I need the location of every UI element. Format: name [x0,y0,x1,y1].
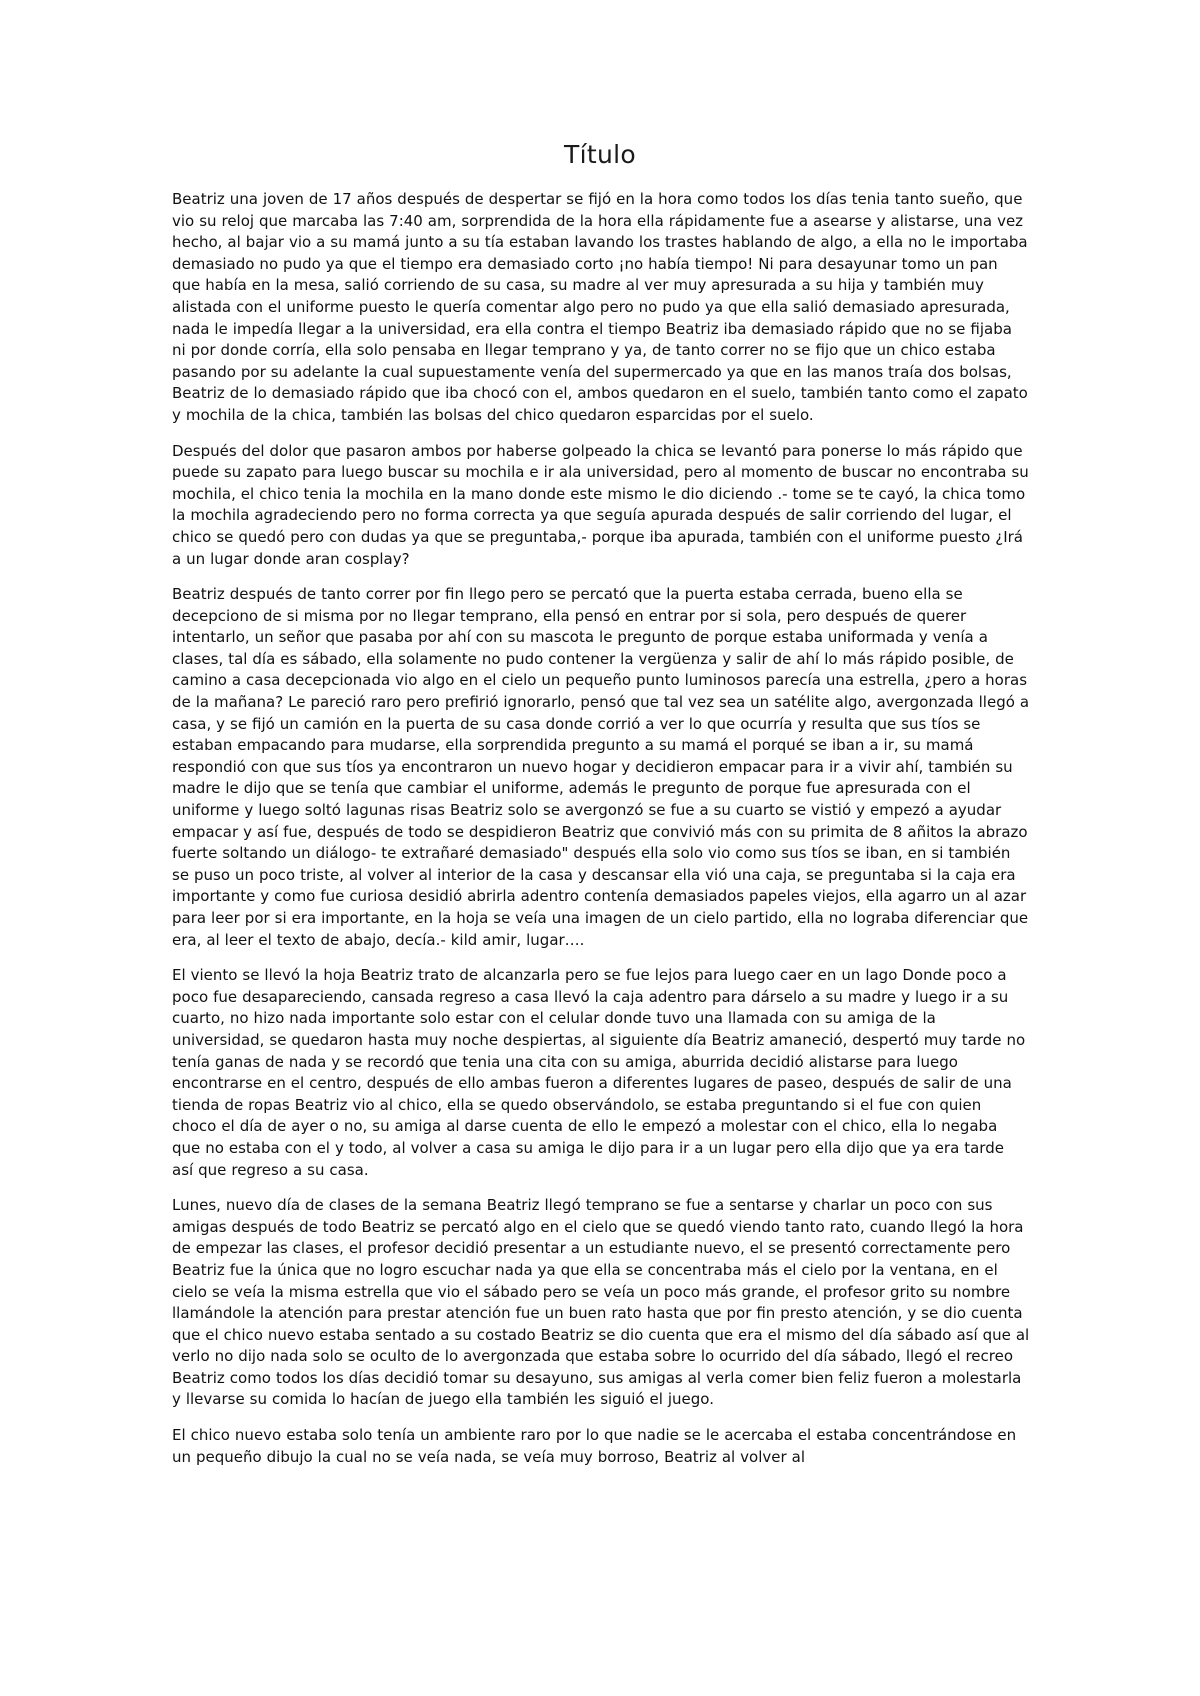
paragraph: El chico nuevo estaba solo tenía un ambiente raro por lo que nadie se le acercaba el estaba concentrándose en un pequeño dibujo la cual no se veía nada, se veía muy borroso, Beatriz al volver al [172,1426,1017,1466]
paragraph: Después del dolor que pasaron ambos por haberse golpeado la chica se levantó para ponerse lo más rápido que puede su zapato para luego buscar su mochila e ir ala universidad, pero al momento de buscar no encontraba su mochila, el chico tenia la mochila en la mano donde este mismo le dio diciendo .- tome se te cayó, la chica tomo la mochila agradeciendo pero no forma correcta ya que seguía apurada después de salir corriendo del lugar, el chico se quedó pero con dudas ya que se preguntaba,- porque iba apurada, también con el uniforme puesto ¿Irá a un lugar donde aran cosplay? [172,441,1029,568]
paragraph: Beatriz después de tanto correr por fin llego pero se percató que la puerta estaba cerrada, bueno ella se decepciono de si misma por no llegar temprano, ella pensó en entrar por si sola, pero después de querer intentarlo, un señor que pasaba por ahí con su mascota le pregunto de porque estaba uniformada y venía a clases, tal día es sábado, ella solamente no pudo contener la vergüenza y salir de ahí lo más rápido posible, de camino a casa decepcionada vio algo en el cielo un pequeño punto luminosos parecía una estrella, ¿pero a horas de la mañana? Le pareció raro pero prefirió ignorarlo, pensó que tal vez sea un satélite algo, avergonzada llegó a casa, y se fijó un camión en la puerta de su casa donde corrió a ver lo que ocurría y resulta que sus tíos se estaban empacando para mudarse, ella sorprendida pregunto a su mamá el porqué se iban a ir, su mamá respondió con que sus tíos ya encontraron un nuevo hogar y decidieron empacar para ir a vivir ahí, también su madre le dijo que se tenía que cambiar el uniforme, además le pregunto de porque fue apresurada con el uniforme y luego soltó lagunas risas Beatriz solo se avergonzó se fue a su cuarto se vistió y empezó a ayudar empacar y así fue, después de todo se despidieron Beatriz que convivió más con su primita de 8 añitos la abrazo fuerte soltando un diálogo- te extrañaré demasiado" después ella solo vio como sus tíos se iban, en si también se puso un poco triste, al volver al interior de la casa y descansar ella vió una caja, se preguntaba si la caja era importante y como fue curiosa desidió abrirla adentro contenía demasiados papeles viejos, ella agarro un al azar para leer por si era importante, en la hoja se veía una imagen de un cielo partido, ella no lograba diferenciar que era, al leer el texto de abajo, decía.- kild amir, lugar…. [172,585,1030,949]
paragraph: El viento se llevó la hoja Beatriz trato de alcanzarla pero se fue lejos para luego caer en un lago Donde poco a poco fue desapareciendo, cansada regreso a casa llevó la caja adentro para dárselo a su madre y luego ir a su cuarto, no hizo nada importante solo estar con el celular donde tuvo una llamada con su amiga de la universidad, se quedaron hasta muy noche despiertas, al siguiente día Beatriz amaneció, despertó muy tarde no tenía ganas de nada y se recordó que tenia una cita con su amiga, aburrida decidió alistarse para luego encontrarse en el centro, después de ello ambas fueron a diferentes lugares de paseo, después de salir de una tienda de ropas Beatriz vio al chico, ella se quedo observándolo, se estaba preguntando si el fue con quien choco el día de ayer o no, su amiga al darse cuenta de ello le empezó a molestar con el chico, ella lo negaba que no estaba con el y todo, al volver a casa su amiga le dijo para ir a un lugar pero ella dijo que ya era tarde así que regreso a su casa. [172,966,1026,1179]
document-body [172,189,1030,1482]
document-title: Título [564,140,636,169]
paragraph: Beatriz una joven de 17 años después de despertar se fijó en la hora como todos los días tenia tanto sueño, que vio su reloj que marcaba las 7:40 am, sorprendida de la hora ella rápidamente fue a asearse y alistarse, una vez hecho, al bajar vio a su mamá junto a su tía estaban lavando los trastes hablando de algo, a ella no le importaba demasiado no pudo ya que el tiempo era demasiado corto ¡no había tiempo! Ni para desayunar tomo un pan que había en la mesa, salió corriendo de su casa, su madre al ver muy apresurada a su hija y también muy alistada con el uniforme puesto le quería comentar algo pero no pudo ya que ella salió demasiado apresurada, nada le impedía llegar a la universidad, era ella contra el tiempo Beatriz iba demasiado rápido que no se fijaba ni por donde corría, ella solo pensaba en llegar temprano y ya, de tanto correr no se fijo que un chico estaba pasando por su adelante la cual supuestamente venía del supermercado ya que en las manos traía dos bolsas, Beatriz de lo demasiado rápido que iba chocó con el, ambos quedaron en el suelo, también tanto como el zapato y mochila de la chica, también las bolsas del chico quedaron esparcidas por el suelo. [172,190,1028,424]
paragraph: Lunes, nuevo día de clases de la semana Beatriz llegó temprano se fue a sentarse y charlar un poco con sus amigas después de todo Beatriz se percató algo en el cielo que se quedó viendo tanto rato, cuando llegó la hora de empezar las clases, el profesor decidió presentar a un estudiante nuevo, el se presentó correctamente pero Beatriz fue la única que no logro escuchar nada ya que ella se concentraba más el cielo por la ventana, en el cielo se veía la misma estrella que vio el sábado pero se veía un poco más grande, el profesor grito su nombre llamándole la atención para prestar atención fue un buen rato hasta que por fin presto atención, y se dio cuenta que el chico nuevo estaba sentado a su costado Beatriz se dio cuenta que era el mismo del día sábado así que al verlo no dijo nada solo se oculto de lo avergonzada que estaba sobre lo ocurrido del día sábado, llegó el recreo Beatriz como todos los días decidió tomar su desayuno, sus amigas al verla comer bien feliz fueron a molestarla y llevarse su comida lo hacían de juego ella también les siguió el juego. [172,1196,1030,1409]
